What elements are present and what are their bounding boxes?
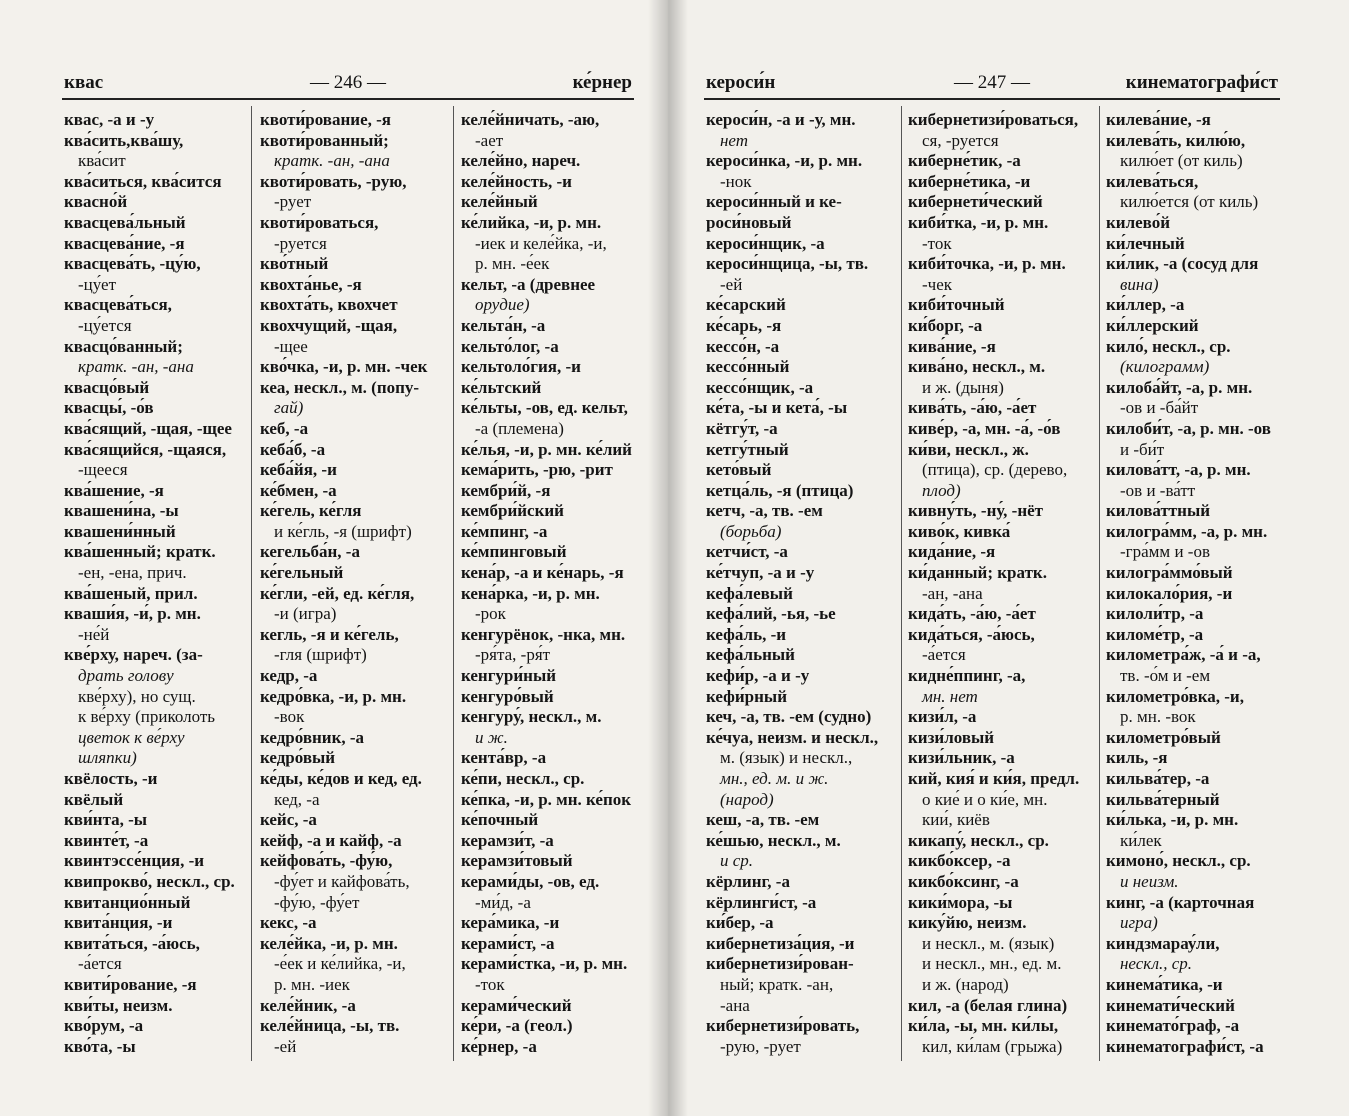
- dictionary-entry-line: квита́нция, -и: [64, 913, 173, 933]
- dictionary-entry-line: кенгуру́, нескл., м.: [461, 707, 602, 727]
- dictionary-entry-line: кессо́н, -а: [706, 336, 780, 356]
- dictionary-entry-line: -ов и -ва́тт: [1120, 480, 1196, 500]
- left-page: [0, 0, 668, 1116]
- dictionary-entry-line: килоба́йт, -а, р. мн.: [1106, 377, 1253, 397]
- dictionary-entry-line: кера́мика, -и: [461, 913, 560, 933]
- dictionary-entry-line: кероси́нщица, -ы, тв.: [706, 254, 869, 274]
- dictionary-entry-line: кинемати́ческий: [1106, 995, 1235, 1015]
- dictionary-entry-line: кидне́ппинг, -а,: [908, 666, 1026, 686]
- dictionary-entry-line: кед, -а: [274, 789, 320, 809]
- dictionary-entry-line: килоби́т, -а, р. мн. -ов: [1106, 418, 1271, 438]
- dictionary-entry-line: километро́вка, -и,: [1106, 686, 1244, 706]
- dictionary-entry-line: -а́ется: [78, 954, 122, 974]
- dictionary-entry-line: керамзи́т, -а: [461, 830, 554, 850]
- dictionary-entry-line: ква́шенный; кратк.: [64, 542, 216, 562]
- dictionary-entry-line: -ана: [720, 995, 750, 1015]
- dictionary-entry-line: ква́шеный, прил.: [64, 583, 198, 603]
- dictionary-entry-line: кема́рить, -рю, -рит: [461, 460, 613, 480]
- left-page-header: [64, 70, 632, 96]
- dictionary-entry-line: -фу́ет и кайфова́ть,: [274, 871, 410, 891]
- dictionary-entry-line: кивну́ть, -ну́, -нёт: [908, 501, 1044, 521]
- dictionary-entry-line: кви́ты, неизм.: [64, 995, 173, 1015]
- dictionary-entry-line: кеа, нескл., м. (попу-: [260, 377, 420, 397]
- dictionary-entry-line: киломе́тр, -а: [1106, 624, 1204, 644]
- dictionary-entry-line: киль, -я: [1106, 748, 1168, 768]
- dictionary-entry-line: керами́ды, -ов, ед.: [461, 871, 600, 891]
- dictionary-entry-line: и ср.: [720, 851, 754, 871]
- dictionary-entry-line: тв. -о́м и -ем: [1120, 666, 1211, 686]
- column-divider: [453, 106, 454, 1061]
- dictionary-entry-line: р. мн. -иек: [274, 974, 350, 994]
- right-page-header: [706, 70, 1278, 96]
- dictionary-entry-line: кёрлинг, -а: [706, 871, 790, 891]
- dictionary-entry-line: ки́ви, нескл., ж.: [908, 439, 1029, 459]
- dictionary-entry-line: кероси́н, -а и -у, мн.: [706, 110, 856, 129]
- dictionary-entry-line: мн., ед. м. и ж.: [720, 769, 829, 788]
- dictionary-entry-line: келе́йно, нареч.: [461, 151, 581, 171]
- dictionary-entry-line: квохта́ть, квохчет: [260, 295, 398, 315]
- dictionary-entry-line: -ан, -ана: [922, 583, 983, 603]
- dictionary-entry-line: и ж. (дыня): [922, 377, 1004, 397]
- dictionary-entry-line: квоти́рованный;: [260, 130, 389, 150]
- dictionary-entry-line: кегельба́н, -а: [260, 542, 360, 562]
- dictionary-entry-line: квасцева́льный: [64, 212, 186, 232]
- dictionary-entry-line: ке́мпинг, -а: [461, 521, 548, 541]
- dictionary-entry-line: -рует: [274, 192, 312, 212]
- dictionary-entry-line: кибернетизи́рован-: [706, 954, 854, 974]
- dictionary-entry-line: кефи́рный: [706, 686, 787, 706]
- dictionary-entry-line: -нок: [720, 171, 752, 191]
- dictionary-entry-line: кето́вый: [706, 460, 772, 480]
- dictionary-entry-line: кельтоло́гия, -и: [461, 357, 581, 377]
- dictionary-entry-line: -руется: [274, 233, 327, 253]
- dictionary-entry-line: кедро́вник, -а: [260, 727, 365, 747]
- dictionary-entry-line: кикапу́, нескл., ср.: [908, 830, 1049, 850]
- dictionary-entry-line: ки́борг, -а: [908, 315, 983, 335]
- dictionary-entry-line: квинте́т, -а: [64, 830, 149, 850]
- dictionary-entry-line: -ток: [475, 974, 505, 994]
- dictionary-entry-line: кики́мора, -ы: [908, 892, 1013, 912]
- dictionary-entry-line: ке́льты, -ов, ед. кельт,: [461, 398, 628, 418]
- dictionary-entry-line: кероси́нщик, -а: [706, 233, 825, 253]
- dictionary-entry-line: кефи́р, -а и -у: [706, 666, 810, 686]
- dictionary-entry-line: кида́ть, -а́ю, -а́ет: [908, 604, 1036, 624]
- dictionary-entry-line: километро́вый: [1106, 727, 1221, 747]
- dictionary-entry-line: ный; кратк. -ан,: [720, 974, 834, 994]
- dictionary-entry-line: кида́ние, -я: [908, 542, 996, 562]
- dictionary-entry-line: кеба́йя, -и: [260, 460, 337, 480]
- dictionary-entry-line: ке́ды, ке́дов и кед, ед.: [260, 769, 422, 788]
- dictionary-entry-line: и неизм.: [1120, 871, 1179, 891]
- book-gutter-shadow: [648, 0, 688, 1116]
- dictionary-entry-line: и нескл., мн., ед. м.: [922, 954, 1062, 974]
- dictionary-entry-line: кизи́ловый: [908, 727, 995, 747]
- dictionary-entry-line: -ен, -ена, прич.: [78, 563, 187, 583]
- dictionary-entry-line: квасцо́ванный;: [64, 336, 183, 356]
- dictionary-entry-line: кента́вр, -а: [461, 748, 547, 768]
- dictionary-entry-line: -щее: [274, 336, 308, 356]
- dictionary-entry-line: ки́лик, -а (сосуд для: [1106, 254, 1259, 274]
- dictionary-entry-line: ква́сит: [78, 151, 126, 171]
- dictionary-entry-line: орудие): [475, 295, 530, 315]
- dictionary-entry-line: квоти́роваться,: [260, 212, 379, 232]
- dictionary-entry-line: кероси́нный и ке-: [706, 192, 842, 212]
- dictionary-entry-line: кейфова́ть, -фу́ю,: [260, 851, 393, 871]
- right-page: [668, 0, 1349, 1116]
- dictionary-entry-line: -чек: [922, 274, 953, 294]
- right-column-3: [1106, 110, 1286, 1057]
- dictionary-entry-line: керамзи́товый: [461, 851, 573, 871]
- dictionary-entry-line: -гра́мм и -ов: [1120, 542, 1210, 562]
- dictionary-entry-line: -ей: [720, 274, 743, 294]
- dictionary-entry-line: ке́тчуп, -а и -у: [706, 563, 815, 583]
- dictionary-entry-line: ке́лья, -и, р. мн. ке́лий: [461, 439, 632, 459]
- dictionary-entry-line: нескл., ср.: [1120, 954, 1193, 974]
- dictionary-entry-line: кетч, -а, тв. -ем: [706, 501, 823, 521]
- dictionary-entry-line: ки́ллерский: [1106, 315, 1199, 335]
- dictionary-entry-line: кинг, -а (карточная: [1106, 892, 1255, 912]
- dictionary-entry-line: келе́йный: [461, 192, 538, 212]
- left-header-rule: [62, 98, 634, 100]
- dictionary-entry-line: кётгу́т, -а: [706, 418, 778, 438]
- column-divider: [251, 106, 252, 1061]
- dictionary-entry-line: келе́йница, -ы, тв.: [260, 1016, 400, 1036]
- dictionary-entry-line: кессо́нный: [706, 357, 790, 377]
- dictionary-entry-line: драть голову: [78, 666, 174, 686]
- dictionary-entry-line: нет: [720, 130, 749, 150]
- dictionary-entry-line: -и (игра): [274, 604, 337, 624]
- dictionary-entry-line: киби́точка, -и, р. мн.: [908, 254, 1066, 274]
- dictionary-entry-line: кве́рху), но сущ.: [78, 686, 196, 706]
- dictionary-entry-line: -цу́ет: [78, 274, 117, 294]
- dictionary-entry-line: м. (язык) и нескл.,: [720, 748, 853, 768]
- dictionary-entry-line: квоти́рование, -я: [260, 110, 391, 129]
- dictionary-entry-line: квохчущий, -щая,: [260, 315, 398, 335]
- right-page-number: — 247 —: [954, 72, 1030, 93]
- dictionary-entry-line: квас, -а и -у: [64, 110, 155, 129]
- dictionary-entry-line: кида́ться, -а́юсь,: [908, 624, 1035, 644]
- dictionary-entry-line: -а́ется: [922, 645, 966, 665]
- dictionary-entry-line: кибернетизи́ровать,: [706, 1016, 860, 1036]
- dictionary-entry-line: ке́ри, -а (геол.): [461, 1016, 573, 1036]
- dictionary-entry-line: ки́лечный: [1106, 233, 1185, 253]
- dictionary-entry-line: киби́точный: [908, 295, 1005, 315]
- dictionary-entry-line: квитанцио́нный: [64, 892, 191, 912]
- dictionary-entry-line: -ря́та, -ря́т: [475, 645, 551, 665]
- dictionary-entry-line: ке́сарский: [706, 295, 786, 315]
- column-divider: [1099, 106, 1100, 1061]
- dictionary-entry-line: ке́сарь, -я: [706, 315, 782, 335]
- column-divider: [901, 106, 902, 1061]
- dictionary-entry-line: кибернети́ческий: [908, 192, 1043, 212]
- dictionary-entry-line: вина): [1120, 274, 1159, 294]
- dictionary-entry-line: кильва́тер, -а: [1106, 769, 1210, 788]
- dictionary-entry-line: кедр, -а: [260, 666, 318, 686]
- dictionary-entry-line: ке́гельный: [260, 563, 344, 583]
- dictionary-entry-line: -ми́д, -а: [475, 892, 531, 912]
- dictionary-entry-line: кикбо́ксинг, -а: [908, 871, 1019, 891]
- dictionary-entry-line: квашени́на, -ы: [64, 501, 179, 521]
- right-guide-word-last: кинематографи́ст: [1125, 72, 1278, 93]
- dictionary-entry-line: -рую, -рует: [720, 1036, 801, 1056]
- dictionary-entry-line: гай): [274, 398, 304, 418]
- dictionary-entry-line: кику́йю, неизм.: [908, 913, 1027, 933]
- dictionary-entry-line: киби́тка, -и, р. мн.: [908, 212, 1049, 232]
- dictionary-entry-line: плод): [922, 480, 961, 500]
- dictionary-entry-line: квинтэссе́нция, -и: [64, 851, 205, 871]
- left-column-1: [64, 110, 246, 1057]
- dictionary-entry-line: -ает: [475, 130, 504, 150]
- dictionary-entry-line: ки́ла, -ы, мн. ки́лы,: [908, 1016, 1059, 1036]
- dictionary-entry-line: километра́ж, -а́ и -а,: [1106, 645, 1261, 665]
- dictionary-entry-line: кий, кия́ и ки́я, предл.: [908, 769, 1080, 788]
- dictionary-entry-line: и нескл., м. (язык): [922, 933, 1055, 953]
- dictionary-entry-line: ке́лийка, -и, р. мн.: [461, 212, 602, 232]
- dictionary-entry-line: кизи́л, -а: [908, 707, 977, 727]
- dictionary-entry-line: кива́ние, -я: [908, 336, 996, 356]
- dictionary-entry-line: -не́й: [78, 624, 110, 644]
- dictionary-entry-line: -е́ек и ке́лийка, -и,: [274, 954, 406, 974]
- dictionary-entry-line: килогра́мм, -а, р. мн.: [1106, 521, 1268, 541]
- dictionary-entry-line: кибернетизи́роваться,: [908, 110, 1079, 129]
- dictionary-entry-line: ки́лька, -и, р. мн.: [1106, 810, 1239, 830]
- dictionary-entry-line: ке́гли, -ей, ед. ке́гля,: [260, 583, 415, 603]
- dictionary-entry-line: кинемато́граф, -а: [1106, 1016, 1240, 1036]
- dictionary-entry-line: кива́но, нескл., м.: [908, 357, 1046, 377]
- dictionary-entry-line: келе́йность, -и: [461, 171, 572, 191]
- dictionary-entry-line: и ж.: [475, 727, 508, 747]
- dictionary-entry-line: квёлость, -и: [64, 769, 158, 788]
- dictionary-entry-line: кво́та, -ы: [64, 1036, 136, 1056]
- dictionary-entry-line: квасцо́вый: [64, 377, 150, 397]
- dictionary-entry-line: квашени́нный: [64, 521, 176, 541]
- dictionary-entry-line: р. мн. -е́ек: [475, 254, 550, 274]
- left-guide-word-first: квас: [64, 72, 104, 93]
- dictionary-entry-line: кеч, -а, тв. -ем (судно): [706, 707, 872, 727]
- dictionary-entry-line: ква́сящий, -щая, -щее: [64, 418, 232, 438]
- dictionary-entry-line: квита́ться, -а́юсь,: [64, 933, 200, 953]
- dictionary-entry-line: ква́ситься, ква́сится: [64, 171, 222, 191]
- dictionary-entry-line: кии́, киёв: [922, 810, 990, 830]
- dictionary-entry-line: кил, ки́лам (грыжа): [922, 1036, 1063, 1056]
- dictionary-entry-line: келе́йка, -и, р. мн.: [260, 933, 398, 953]
- dictionary-entry-line: кратк. -ан, -ана: [78, 357, 194, 377]
- dictionary-entry-line: квити́рование, -я: [64, 974, 197, 994]
- dictionary-entry-line: ква́сящийся, -щаяся,: [64, 439, 227, 459]
- dictionary-entry-line: килю́ет (от киль): [1120, 151, 1243, 171]
- dictionary-entry-line: ки́бер, -а: [706, 913, 774, 933]
- dictionary-entry-line: кетчи́ст, -а: [706, 542, 788, 562]
- dictionary-entry-line: ки́лек: [1120, 830, 1162, 850]
- dictionary-entry-line: ке́рнер, -а: [461, 1036, 537, 1056]
- dictionary-entry-line: кильва́терный: [1106, 789, 1220, 809]
- dictionary-entry-line: (борьба): [720, 521, 782, 541]
- right-column-2: [908, 110, 1096, 1057]
- dictionary-entry-line: кембри́йский: [461, 501, 564, 521]
- dictionary-entry-line: ке́чуа, неизм. и нескл.,: [706, 727, 879, 747]
- dictionary-entry-line: квасцева́ние, -я: [64, 233, 185, 253]
- dictionary-entry-line: ся, -руется: [922, 130, 999, 150]
- dictionary-entry-line: кеб, -а: [260, 418, 309, 438]
- dictionary-entry-line: кессо́нщик, -а: [706, 377, 814, 397]
- dictionary-entry-line: кво́рум, -а: [64, 1016, 144, 1036]
- dictionary-entry-line: кратк. -ан, -ана: [274, 151, 390, 171]
- dictionary-entry-line: ке́пи, нескл., ср.: [461, 769, 585, 788]
- dictionary-entry-line: келе́йничать, -аю,: [461, 110, 600, 129]
- left-guide-word-last: ке́рнер: [572, 72, 632, 93]
- dictionary-entry-line: -гля (шрифт): [274, 645, 367, 665]
- dictionary-entry-line: -ей: [274, 1036, 297, 1056]
- right-column-1: [706, 110, 898, 1057]
- dictionary-entry-line: ке́почный: [461, 810, 539, 830]
- dictionary-entry-line: квоти́ровать, -рую,: [260, 171, 407, 191]
- dictionary-entry-line: кво́чка, -и, р. мн. -чек: [260, 357, 428, 377]
- dictionary-entry-line: к ве́рху (приколоть: [78, 707, 216, 727]
- dictionary-entry-line: киберне́тика, -и: [908, 171, 1031, 191]
- dictionary-entry-line: -щееся: [78, 460, 128, 480]
- dictionary-entry-line: кво́тный: [260, 254, 329, 274]
- dictionary-entry-line: келе́йник, -а: [260, 995, 356, 1015]
- dictionary-entry-line: килова́тт, -а, р. мн.: [1106, 460, 1251, 480]
- dictionary-entry-line: килево́й: [1106, 212, 1171, 232]
- dictionary-entry-line: -цу́ется: [78, 315, 132, 335]
- dictionary-entry-line: кефа́левый: [706, 583, 793, 603]
- dictionary-entry-line: килова́ттный: [1106, 501, 1211, 521]
- dictionary-entry-line: шляпки): [78, 748, 137, 768]
- dictionary-entry-line: ке́льтский: [461, 377, 542, 397]
- dictionary-entry-line: кетца́ль, -я (птица): [706, 480, 854, 500]
- dictionary-entry-line: керами́ческий: [461, 995, 572, 1015]
- dictionary-entry-line: кена́рка, -и, р. мн.: [461, 583, 600, 603]
- dictionary-entry-line: квёлый: [64, 789, 124, 809]
- left-page-number: — 246 —: [310, 72, 386, 93]
- dictionary-entry-line: кетгу́тный: [706, 439, 789, 459]
- dictionary-entry-line: кедро́вка, -и, р. мн.: [260, 686, 407, 706]
- dictionary-entry-line: квасцева́ть, -цу́ю,: [64, 254, 201, 274]
- left-column-2: [260, 110, 450, 1057]
- dictionary-entry-line: и ж. (народ): [922, 974, 1009, 994]
- dictionary-entry-line: кена́р, -а и ке́нарь, -я: [461, 563, 624, 583]
- dictionary-entry-line: ке́та, -ы и кета́, -ы: [706, 398, 848, 418]
- dictionary-entry-line: и ке́гль, -я (шрифт): [274, 521, 412, 541]
- dictionary-entry-line: кефа́ль, -и: [706, 624, 787, 644]
- dictionary-entry-line: кимоно́, нескл., ср.: [1106, 851, 1251, 871]
- dictionary-entry-line: -иек и келе́йка, -и,: [475, 233, 607, 253]
- dictionary-entry-line: о кие́ и о ки́е, мн.: [922, 789, 1048, 809]
- dictionary-entry-line: мн. нет: [922, 686, 978, 706]
- dictionary-entry-line: керами́ст, -а: [461, 933, 555, 953]
- dictionary-entry-line: -рок: [475, 604, 506, 624]
- dictionary-entry-line: кви́нта, -ы: [64, 810, 148, 830]
- dictionary-entry-line: кедро́вый: [260, 748, 336, 768]
- dictionary-entry-line: -вок: [274, 707, 305, 727]
- dictionary-entry-line: килева́ться,: [1106, 171, 1199, 191]
- dictionary-entry-line: р. мн. -вок: [1120, 707, 1196, 727]
- dictionary-entry-line: киберне́тик, -а: [908, 151, 1021, 171]
- dictionary-entry-line: кибернетиза́ция, -и: [706, 933, 855, 953]
- dictionary-entry-line: килоли́тр, -а: [1106, 604, 1204, 624]
- dictionary-entry-line: килю́ется (от киль): [1120, 192, 1259, 212]
- dictionary-entry-line: кельта́н, -а: [461, 315, 546, 335]
- dictionary-entry-line: киво́к, кивка́: [908, 521, 1011, 541]
- dictionary-entry-line: -ток: [922, 233, 952, 253]
- dictionary-entry-line: кейс, -а: [260, 810, 317, 830]
- dictionary-entry-line: керами́стка, -и, р. мн.: [461, 954, 628, 974]
- dictionary-entry-line: кенгуро́вый: [461, 686, 554, 706]
- dictionary-entry-line: (птица), ср. (дерево,: [922, 460, 1068, 480]
- dictionary-entry-line: кёрлинги́ст, -а: [706, 892, 817, 912]
- dictionary-entry-line: киндзмарау́ли,: [1106, 933, 1220, 953]
- dictionary-entry-line: кекс, -а: [260, 913, 317, 933]
- dictionary-entry-line: ква́сить,ква́шу,: [64, 130, 184, 150]
- dictionary-entry-line: -фу́ю, -фу́ет: [274, 892, 360, 912]
- dictionary-entry-line: кве́рху, нареч. (за-: [64, 645, 203, 665]
- dictionary-entry-line: -ов и -ба́йт: [1120, 398, 1199, 418]
- dictionary-entry-line: ке́пка, -и, р. мн. ке́пок: [461, 789, 632, 809]
- dictionary-entry-line: кельт, -а (древнее: [461, 274, 596, 294]
- dictionary-entry-line: цветок к ве́рху: [78, 727, 185, 747]
- dictionary-entry-line: кикбо́ксер, -а: [908, 851, 1011, 871]
- dictionary-entry-line: кило́, нескл., ср.: [1106, 336, 1231, 356]
- dictionary-entry-line: кваши́я, -и́, р. мн.: [64, 604, 201, 624]
- dictionary-entry-line: квасцы́, -о́в: [64, 398, 154, 418]
- dictionary-entry-line: кефа́лий, -ья, -ье: [706, 604, 836, 624]
- dictionary-entry-line: ква́шение, -я: [64, 480, 164, 500]
- dictionary-entry-line: кизи́льник, -а: [908, 748, 1015, 768]
- left-column-3: [461, 110, 639, 1057]
- dictionary-entry-line: кил, -а (белая глина): [908, 995, 1068, 1015]
- right-header-rule: [704, 98, 1280, 100]
- dictionary-entry-line: ке́гель, ке́гля: [260, 501, 362, 521]
- right-guide-word-first: кероси́н: [706, 72, 776, 93]
- dictionary-entry-line: игра): [1120, 913, 1158, 933]
- dictionary-entry-line: (народ): [720, 789, 774, 809]
- dictionary-entry-line: квасцева́ться,: [64, 295, 172, 315]
- dictionary-entry-line: килева́ние, -я: [1106, 110, 1211, 129]
- dictionary-entry-line: квасно́й: [64, 192, 128, 212]
- dictionary-entry-line: кембри́й, -я: [461, 480, 551, 500]
- dictionary-entry-line: -а (племена): [475, 418, 564, 438]
- dictionary-entry-line: кива́ть, -а́ю, -а́ет: [908, 398, 1037, 418]
- dictionary-entry-line: кейф, -а и кайф, -а: [260, 830, 402, 850]
- dictionary-entry-line: ке́бмен, -а: [260, 480, 337, 500]
- dictionary-entry-line: кельто́лог, -а: [461, 336, 559, 356]
- dictionary-entry-line: килогра́ммо́вый: [1106, 563, 1233, 583]
- dictionary-entry-line: кинематографи́ст, -а: [1106, 1036, 1264, 1056]
- dictionary-entry-line: кенгурёнок, -нка, мн.: [461, 624, 626, 644]
- dictionary-entry-line: роси́новый: [706, 212, 792, 232]
- dictionary-entry-line: ки́ллер, -а: [1106, 295, 1185, 315]
- dictionary-entry-line: кеш, -а, тв. -ем: [706, 810, 820, 830]
- dictionary-entry-line: кинема́тика, -и: [1106, 974, 1223, 994]
- dictionary-entry-line: кероси́нка, -и, р. мн.: [706, 151, 863, 171]
- dictionary-entry-line: кенгури́ный: [461, 666, 557, 686]
- dictionary-entry-line: килева́ть, килю́ю,: [1106, 130, 1246, 150]
- dictionary-entry-line: ке́мпинговый: [461, 542, 567, 562]
- dictionary-entry-line: килокало́рия, -и: [1106, 583, 1233, 603]
- dictionary-entry-line: ке́шью, нескл., м.: [706, 830, 841, 850]
- dictionary-entry-line: квипрокво́, нескл., ср.: [64, 871, 235, 891]
- dictionary-entry-line: кеба́б, -а: [260, 439, 326, 459]
- dictionary-entry-line: (килограмм): [1120, 357, 1210, 377]
- dictionary-entry-line: киве́р, -а, мн. -а́, -о́в: [908, 418, 1061, 438]
- dictionary-entry-line: ки́данный; кратк.: [908, 563, 1047, 583]
- dictionary-entry-line: кефа́льный: [706, 645, 795, 665]
- dictionary-entry-line: и -би́т: [1120, 439, 1165, 459]
- dictionary-entry-line: кегль, -я и ке́гель,: [260, 624, 399, 644]
- dictionary-entry-line: квохта́нье, -я: [260, 274, 362, 294]
